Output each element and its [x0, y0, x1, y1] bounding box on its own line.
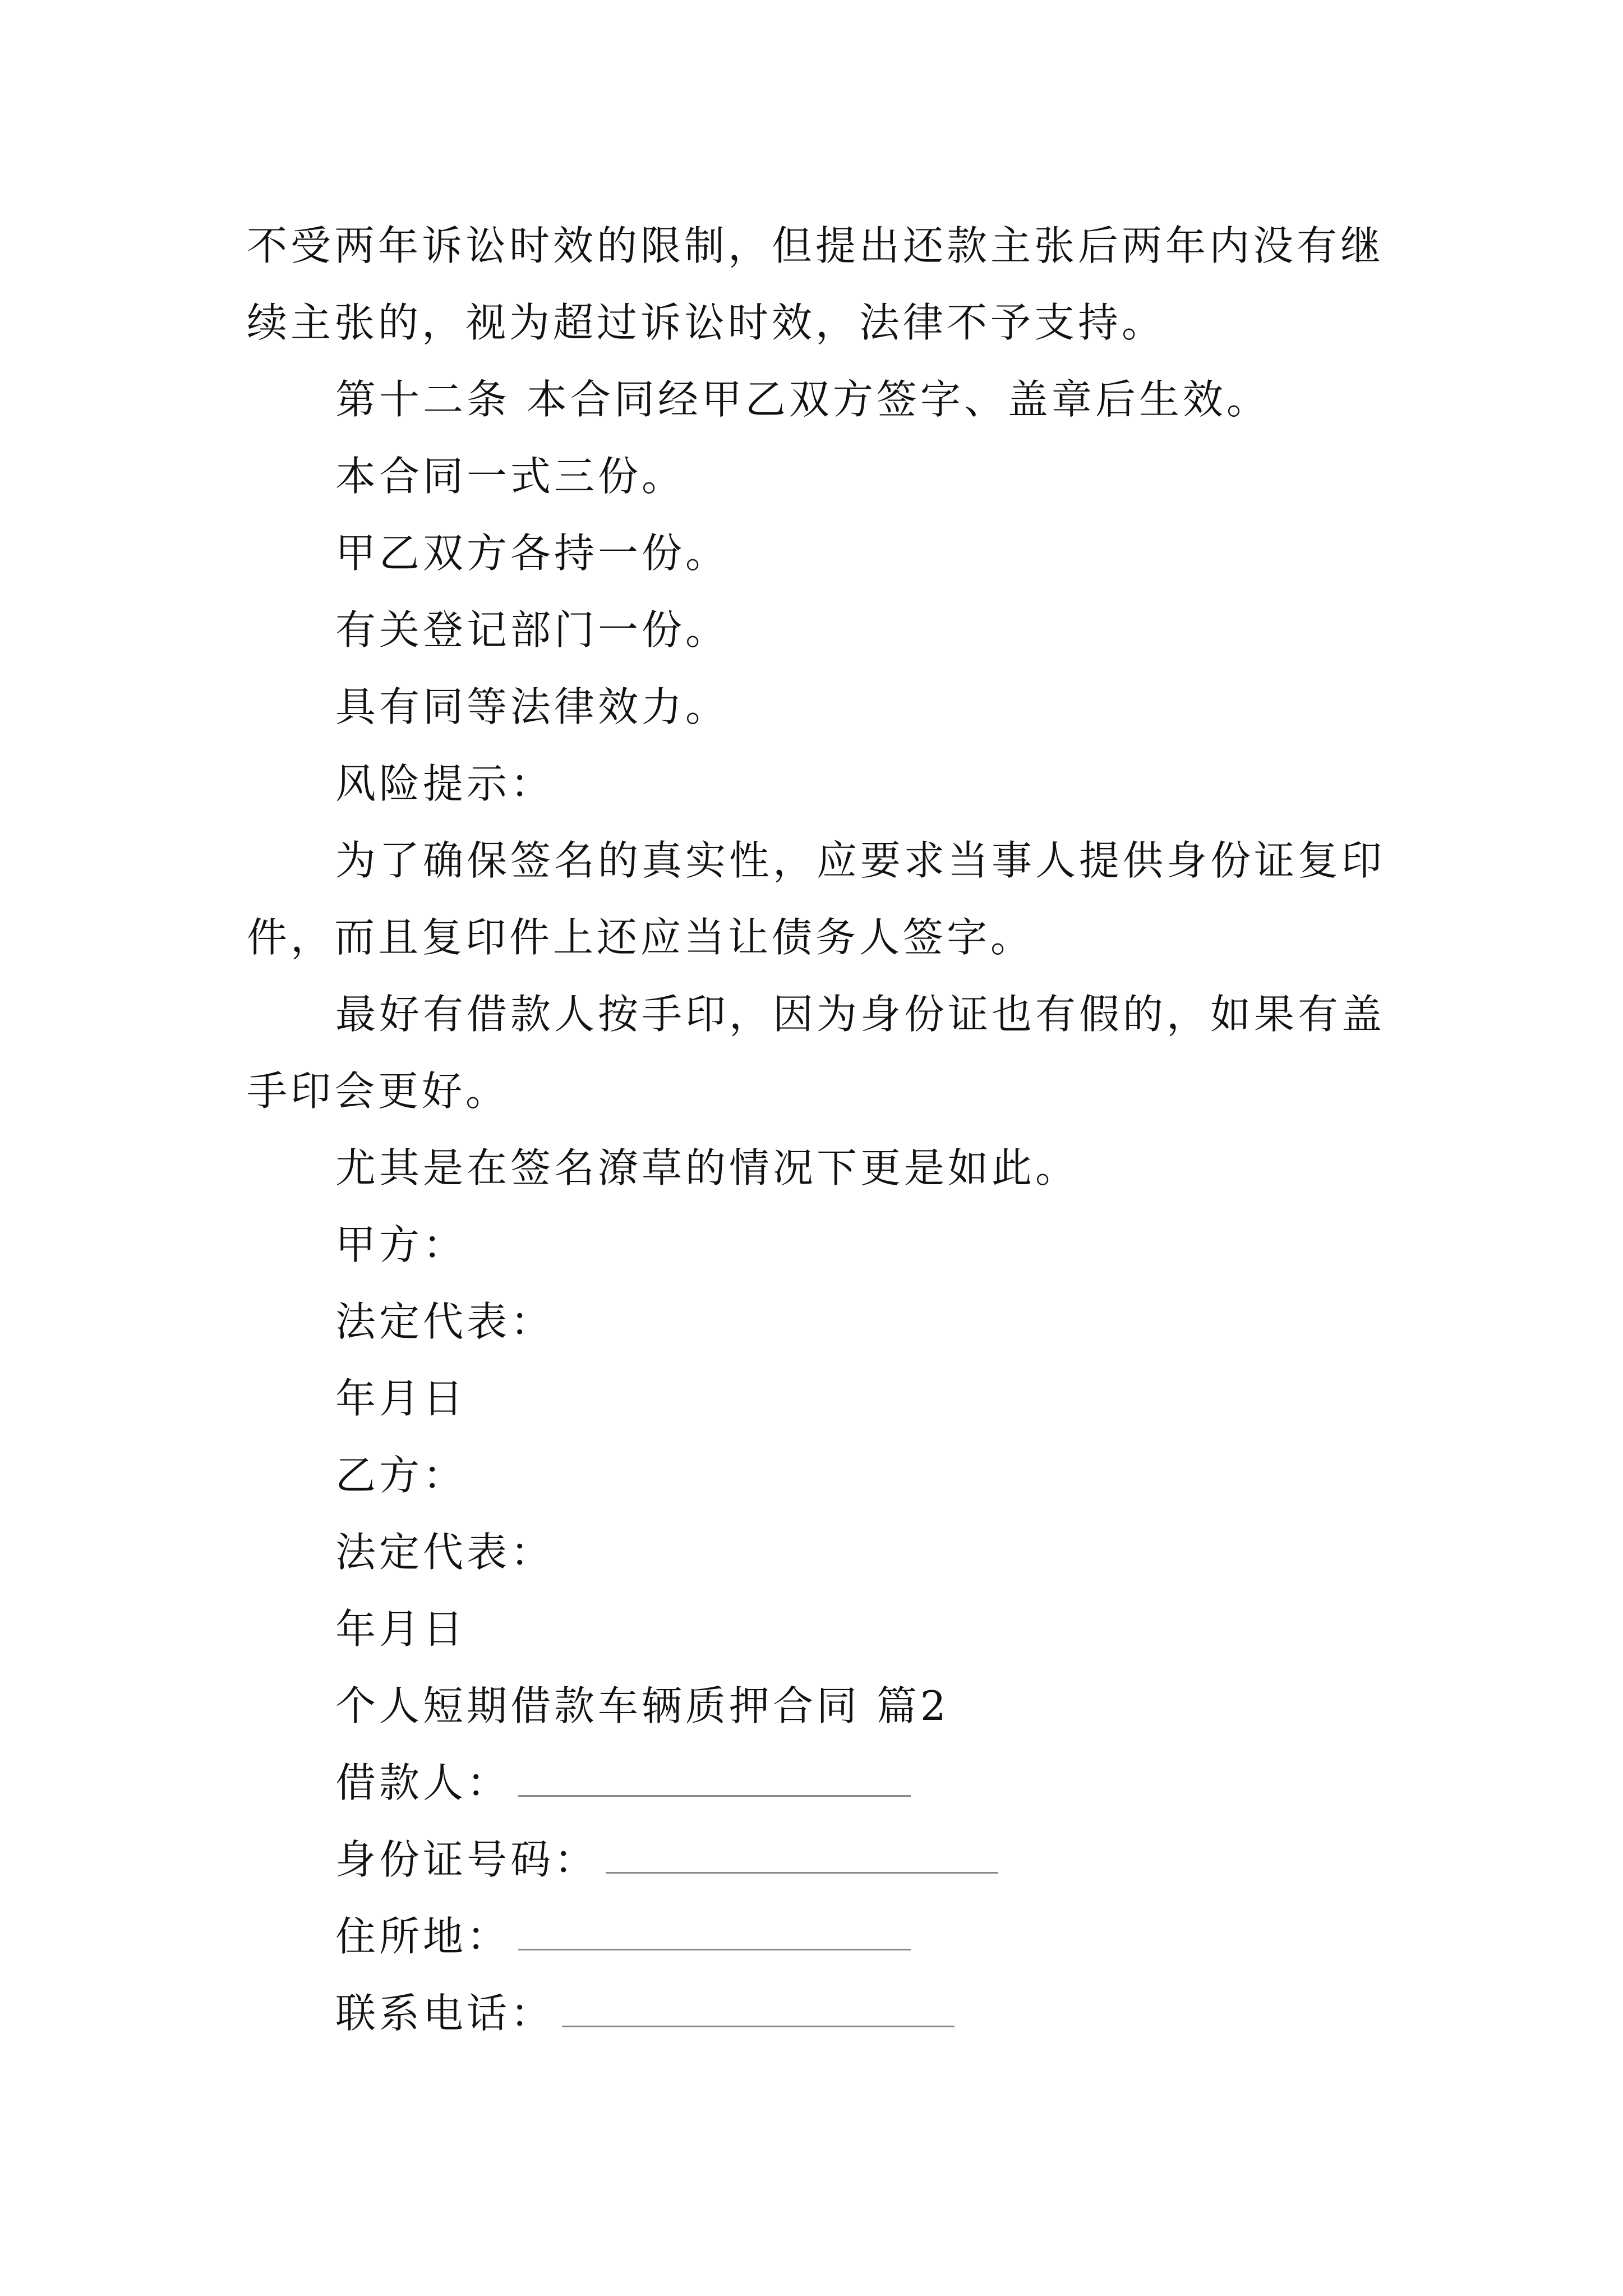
clause-twelve: 第十二条 本合同经甲乙双方签字、盖章后生效。	[335, 376, 1270, 423]
paragraph: 有关登记部门一份。	[335, 606, 730, 654]
paragraph: 最好有借款人按手印，因为身份证也有假的，如果有盖手印会更好。	[247, 991, 1386, 1115]
party-b-representative-label: 法定代表：	[335, 1529, 555, 1576]
party-b-label: 乙方：	[335, 1452, 467, 1499]
phone-field	[247, 1975, 1391, 2052]
paragraph: 尤其是在签名潦草的情况下更是如此。	[335, 1144, 1080, 1191]
section-title: 个人短期借款车辆质押合同 篇2	[335, 1682, 949, 1729]
party-b-date-label: 年月日	[335, 1605, 467, 1653]
borrower-blank-line[interactable]	[518, 1761, 911, 1797]
paragraph: 不受两年诉讼时效的限制，但提出还款主张后两年内没有继续主张的，视为超过诉讼时效，法律不予支持。	[247, 222, 1385, 346]
party-a-representative-label: 法定代表：	[335, 1298, 555, 1345]
paragraph: 本合同一式三份。	[335, 453, 686, 500]
address-blank-line[interactable]	[518, 1915, 911, 1950]
paragraph: 为了确保签名的真实性，应要求当事人提供身份证复印件，而且复印件上还应当让债务人签字。	[247, 837, 1386, 961]
address-field	[247, 1898, 1391, 1975]
address-label: 住所地：	[335, 1913, 511, 1960]
paragraph: 甲乙双方各持一份。	[335, 530, 730, 577]
borrower-label: 借款人：	[335, 1759, 511, 1806]
phone-blank-line[interactable]	[562, 1992, 955, 2027]
id-number-label: 身份证号码：	[335, 1836, 598, 1883]
phone-label: 联系电话：	[335, 1990, 555, 2037]
party-a-date-label: 年月日	[335, 1375, 467, 1422]
risk-heading: 风险提示：	[335, 760, 555, 807]
id-number-blank-line[interactable]	[606, 1838, 998, 1874]
paragraph: 具有同等法律效力。	[335, 683, 730, 730]
document-body	[247, 208, 1391, 2052]
borrower-field	[247, 1745, 1391, 1821]
party-a-label: 甲方：	[335, 1221, 467, 1268]
id-number-field	[247, 1821, 1391, 1898]
